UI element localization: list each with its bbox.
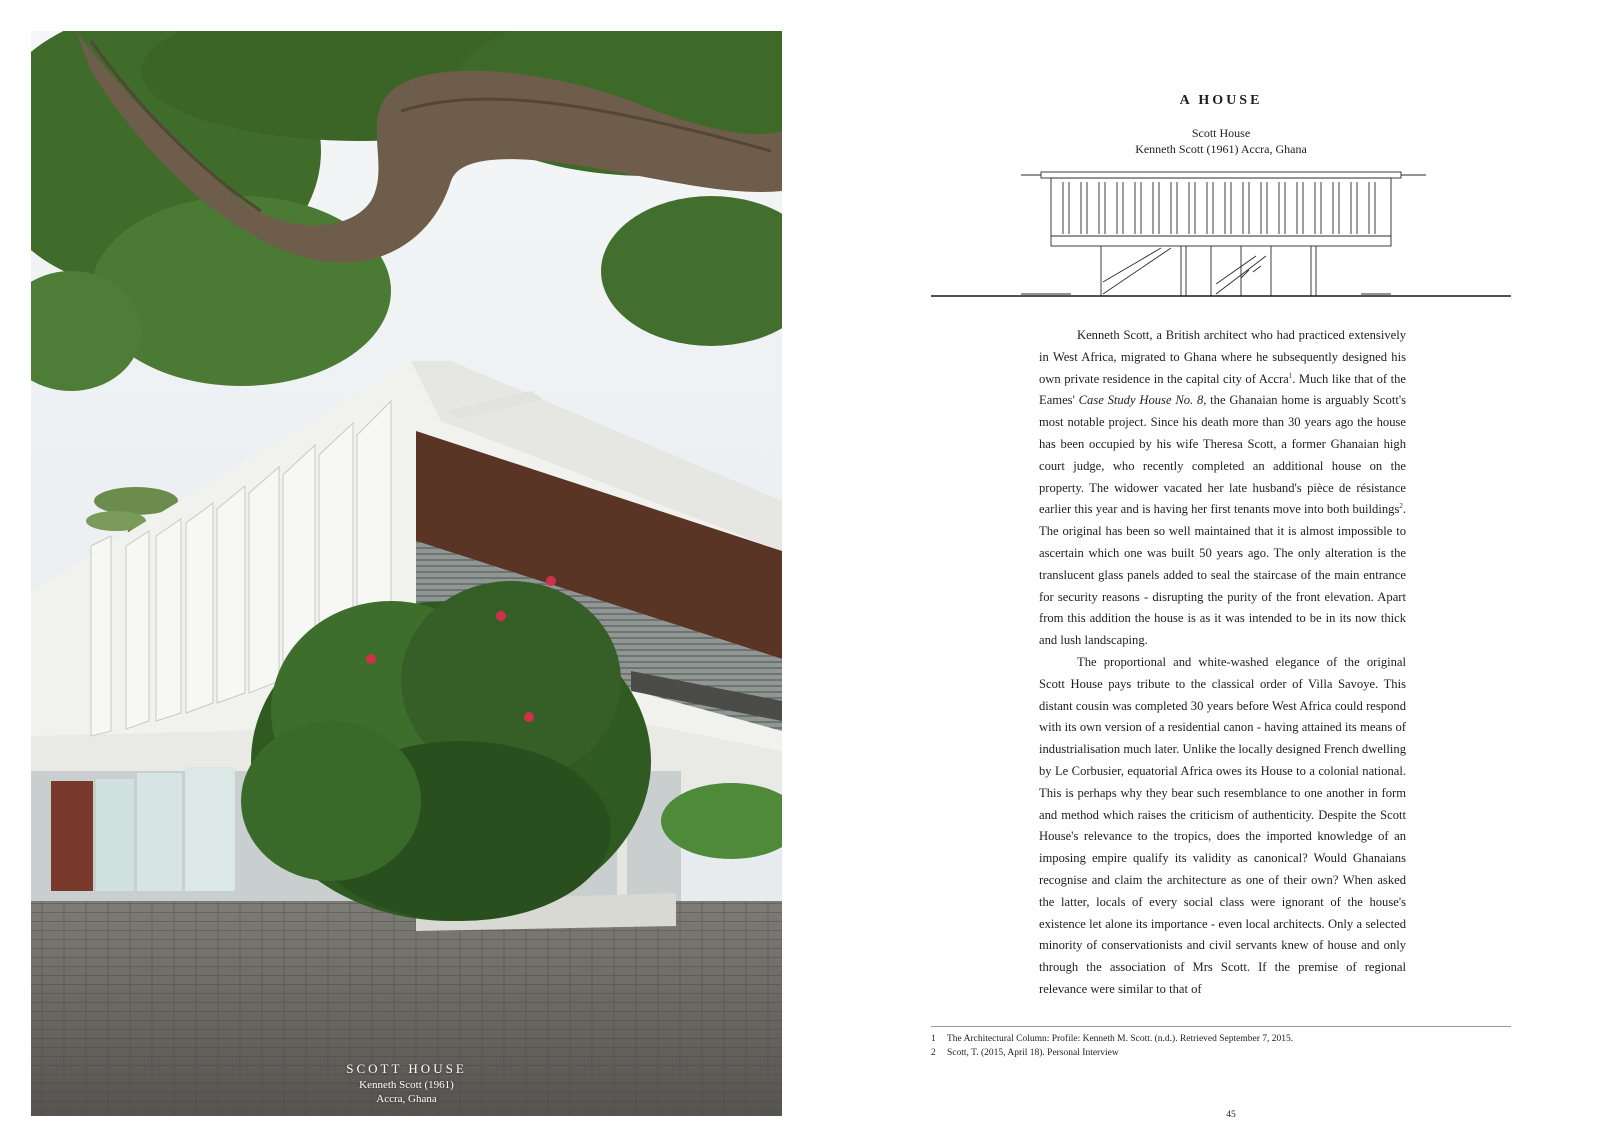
photo-caption-architect: Kenneth Scott (1961) — [359, 1079, 454, 1091]
footnote-divider — [931, 1026, 1511, 1027]
footnote-ref-1: 1 — [1288, 371, 1293, 380]
paragraph-1 — [1039, 325, 1406, 652]
paragraph-1-italic-title: Case Study House No. 8 — [1078, 393, 1204, 408]
footnote-ref-2: 2 — [1399, 502, 1403, 511]
scott-house-photograph — [31, 31, 782, 1116]
paragraph-1-part-c: , the Ghanaian home is arguably Scott's most notable project. Since his death more than 30 years ago the house has been occupied by his wife Theresa Scott, a former Ghanaian high court judge, who recently completed an additional house on the property. The widower vacated her late husband's pièce de résistance earlier this year and is having her first tenants move into both buildings — [1039, 393, 1406, 517]
paragraph-1-part-d: . The original has been so well maintained that it is almost impossible to ascertain which one was built 50 years ago. The only alteration is the translucent glass panels added to seal the staircase of the main entrance for security reasons - disrupting the purity of the front elevation. Apart from this addition the house is as it was intended to be in its now thick and lush landscaping. — [1039, 502, 1406, 648]
footnote-number: 2 — [931, 1048, 936, 1058]
project-credit: Kenneth Scott (1961) Accra, Ghana — [1135, 142, 1307, 156]
photo-caption-title: SCOTT HOUSE — [346, 1061, 467, 1076]
section-heading: A HOUSE — [1179, 93, 1263, 108]
paragraph-1-part-a: Kenneth Scott, a British architect who had practiced extensively in West Africa, migrated to Ghana where he subsequently designed his own private residence in the capital city of Accra — [1039, 328, 1406, 386]
footnote-item — [931, 1046, 1511, 1060]
footnote-text: The Architectural Column: Profile: Kenneth M. Scott. (n.d.). Retrieved September 7, 2015. — [947, 1034, 1294, 1044]
elevation-drawing — [931, 170, 1511, 310]
footnote-text: Scott, T. (2015, April 18). Personal Interview — [947, 1048, 1119, 1058]
footnotes — [931, 1032, 1511, 1060]
paragraph-1-part-b: . Much like that of the Eames' — [1039, 371, 1406, 408]
photo-caption-location: Accra, Ghana — [376, 1093, 437, 1105]
footnote-item — [931, 1032, 1511, 1046]
photo-illustration — [31, 31, 782, 1116]
footnote-number: 1 — [931, 1034, 936, 1044]
project-title: Scott House — [1191, 126, 1251, 140]
paragraph-2: The proportional and white-washed elegance of the original Scott House pays tribute to the classical order of Villa Savoye. This distant cousin was completed 30 years before West Africa could respond with its own version of a residential canon - having attained its means of industrialisation much later. Unlike the locally designed French dwelling by Le Corbusier, equatorial Africa owes its House to a colonial national. This is perhaps why they bear such resemblance to one another in form and method which raises the criticism of authenticity. Despite the Scott House's relevance to the tropics, does the imported knowledge of an imposing empire qualify its validity as canonical? Would Ghanaians recognise and claim the architecture as one of their own? When asked the latter, locals of every social class were ignorant of the house's existence let alone its importance - even local architects. Only a selected minority of conservationists and civil servants knew of house and only through the association of Mrs Scott. If the premise of regional relevance were similar to that of — [1039, 654, 1406, 996]
article-body — [1039, 325, 1406, 1001]
page-number: 45 — [1226, 1110, 1236, 1120]
